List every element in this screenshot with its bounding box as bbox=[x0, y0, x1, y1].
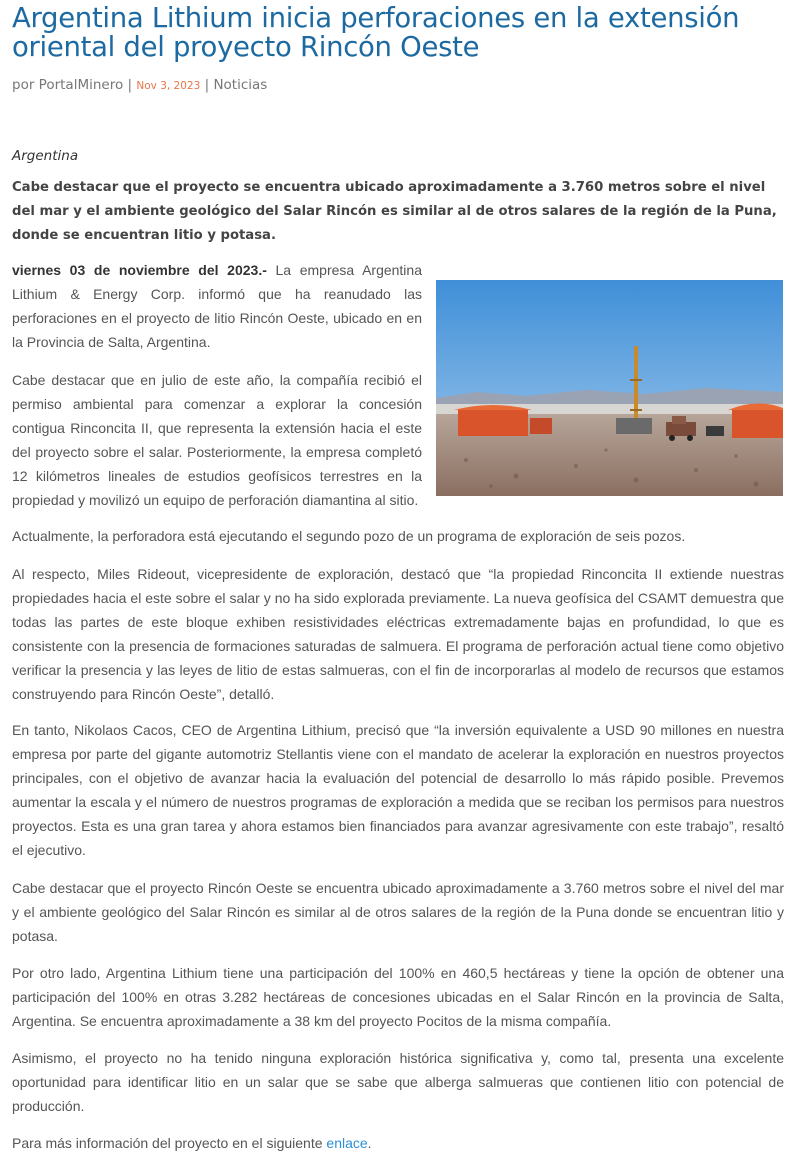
paragraph-9 bbox=[12, 1131, 784, 1155]
more-info-link[interactable]: enlace bbox=[326, 1135, 368, 1151]
paragraph-7: Por otro lado, Argentina Lithium tiene una participación del 100% en 460,5 hectáreas y tiene la opción de obtener una participación del 100% en otras 3.282 hectáreas de concesiones ubicadas en el Salar Rincón en la provincia de Salta, Argentina. Se encuentra aproximadamente a 38 km del proyecto Pocitos de la misma compañía. bbox=[12, 965, 784, 1029]
paragraph-5: En tanto, Nikolaos Cacos, CEO de Argentina Lithium, precisó que “la inversión equivalente a USD 90 millones en nuestra empresa por parte del gigante automotriz Stellantis viene con el mandato de acelerar la exploración en nuestros proyectos principales, con el objetivo de avanzar hacia la evaluación del potencial de desarrollo lo más rápido posible. Prevemos aumentar la escala y el número de nuestros programas de exploración a medida que se reciban los permisos para nuestros proyectos. Esta es una gran tarea y ahora estamos bien financiados para avanzar agresivamente con este trabajo”, resaltó el ejecutivo. bbox=[12, 722, 784, 858]
category-link[interactable]: Noticias bbox=[213, 77, 268, 93]
paragraph-1-text: La empresa Argentina Lithium & Energy Corp. informó que ha reanudado las perforaciones en el proyecto de litio Rincón Oeste, ubicado en en la Provincia de Salta, Argentina. bbox=[12, 262, 422, 350]
paragraph-9-text: Para más información del proyecto en el siguiente bbox=[12, 1135, 327, 1151]
paragraph-date: viernes 03 de noviembre del 2023.- bbox=[12, 262, 267, 278]
article-meta bbox=[12, 77, 267, 93]
drilling-site-photo bbox=[436, 280, 783, 496]
paragraph-3: Actualmente, la perforadora está ejecutando el segundo pozo de un programa de exploración de seis pozos. bbox=[12, 528, 686, 544]
meta-separator: | bbox=[123, 77, 137, 93]
paragraph-8: Asimismo, el proyecto no ha tenido ninguna exploración histórica significativa y, como tal, presenta una excelente oportunidad para identificar litio en un salar que se sabe que alberga salmueras que contienen litio con potencial de producción. bbox=[12, 1050, 784, 1114]
location-label: Argentina bbox=[12, 148, 79, 164]
article-lead: Cabe destacar que el proyecto se encuentra ubicado aproximadamente a 3.760 metros sobre el nivel del mar y el ambiente geológico del Salar Rincón es similar al de otros salares de la región de la Puna, donde se encuentran litio y potasa. bbox=[12, 180, 777, 243]
paragraph-2: Cabe destacar que en julio de este año, la compañía recibió el permiso ambiental para comenzar a explorar la concesión contigua Rinconcita II, que representa la extensión hacia el este del proyecto sobre el salar. Posteriormente, la empresa completó 12 kilómetros lineales de estudios geofísicos terrestres en la propiedad y movilizó un equipo de perforación diamantina al sitio. bbox=[12, 372, 422, 508]
meta-prefix: por bbox=[12, 77, 39, 93]
paragraph-4: Al respecto, Miles Rideout, vicepresidente de exploración, destacó que “la propiedad Rinconcita II extiende nuestras propiedades hacia el este sobre el salar y no ha sido explorada previamente. La nueva geofísica del CSAMT demuestra que todas las partes de este bloque exhiben resistividades eléctricas extremadamente bajas en profundidad, lo que es consistente con la presencia de formaciones saturadas de salmuera. El programa de perforación actual tiene como objetivo verificar la presencia y las leyes de litio de estas salmueras, con el fin de incorporarlas al modelo de recursos que estamos construyendo para Rincón Oeste”, detalló. bbox=[12, 566, 784, 702]
paragraph-6: Cabe destacar que el proyecto Rincón Oeste se encuentra ubicado aproximadamente a 3.760 metros sobre el nivel del mar y el ambiente geológico del Salar Rincón es similar al de otros salares de la región de la Puna donde se encuentran litio y potasa. bbox=[12, 880, 784, 944]
paragraph-1 bbox=[12, 258, 422, 354]
publish-date: Nov 3, 2023 bbox=[136, 80, 201, 92]
meta-separator: | bbox=[200, 77, 214, 93]
article-title: Argentina Lithium inicia perforaciones en la extensión oriental del proyecto Rincón Oeste bbox=[12, 2, 740, 63]
paragraph-9-end: . bbox=[367, 1135, 372, 1151]
author-link[interactable]: PortalMinero bbox=[38, 77, 124, 93]
